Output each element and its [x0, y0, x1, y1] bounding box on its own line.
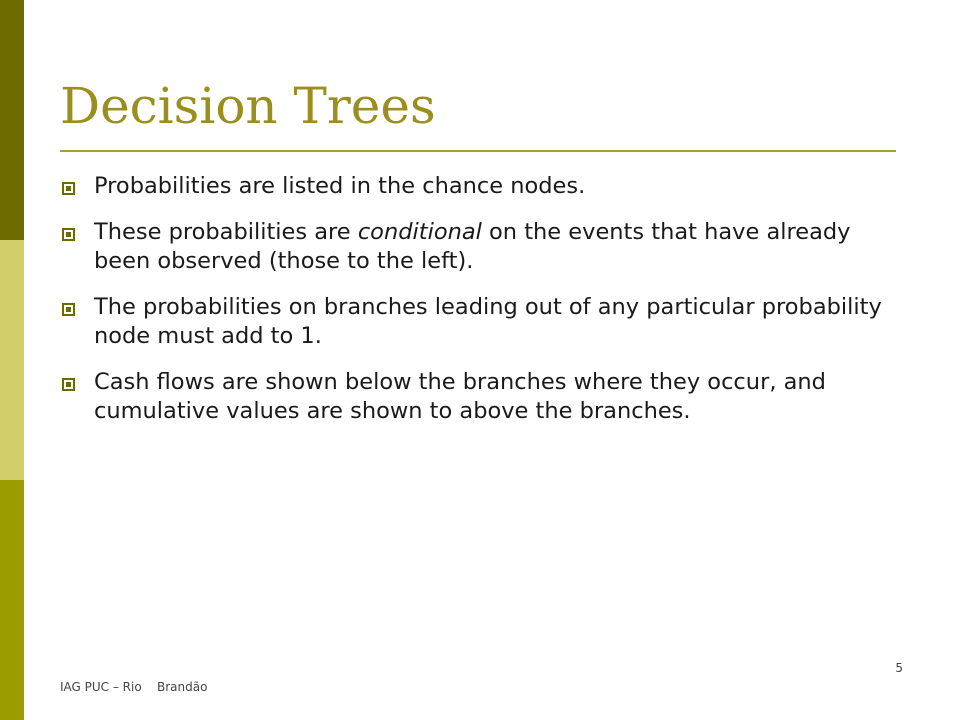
bullet-text: on the events that have already been observed (those to the left). — [94, 219, 851, 274]
slide-title: Decision Trees — [60, 77, 436, 135]
footer-institution: IAG PUC – Rio — [60, 680, 142, 694]
sidebar-block-middle — [0, 240, 24, 480]
sidebar-block-top — [0, 0, 24, 240]
bullet-text: Cash flows are shown below the branches where they occur, and cumulative values are shown to above the branches. — [94, 369, 826, 424]
bullet-emphasis: conditional — [357, 219, 482, 245]
bullet-text: These probabilities are — [94, 219, 358, 245]
footer-author: Brandão — [156, 680, 208, 694]
sidebar-block-bottom — [0, 480, 24, 720]
bullet-item — [60, 293, 900, 351]
title-underline — [60, 150, 896, 152]
bullet-list — [60, 172, 900, 443]
bullet-item — [60, 172, 900, 201]
bullet-item — [60, 218, 900, 276]
square-bullet-icon — [62, 228, 75, 241]
square-bullet-icon — [62, 303, 75, 316]
footer — [60, 680, 207, 694]
page-number: 5 — [895, 661, 903, 675]
bullet-item — [60, 368, 900, 426]
square-bullet-icon — [62, 182, 75, 195]
bullet-text: The probabilities on branches leading out of any particular probability node must add to 1. — [94, 294, 882, 349]
square-bullet-icon — [62, 378, 75, 391]
bullet-text: Probabilities are listed in the chance nodes. — [94, 173, 586, 199]
